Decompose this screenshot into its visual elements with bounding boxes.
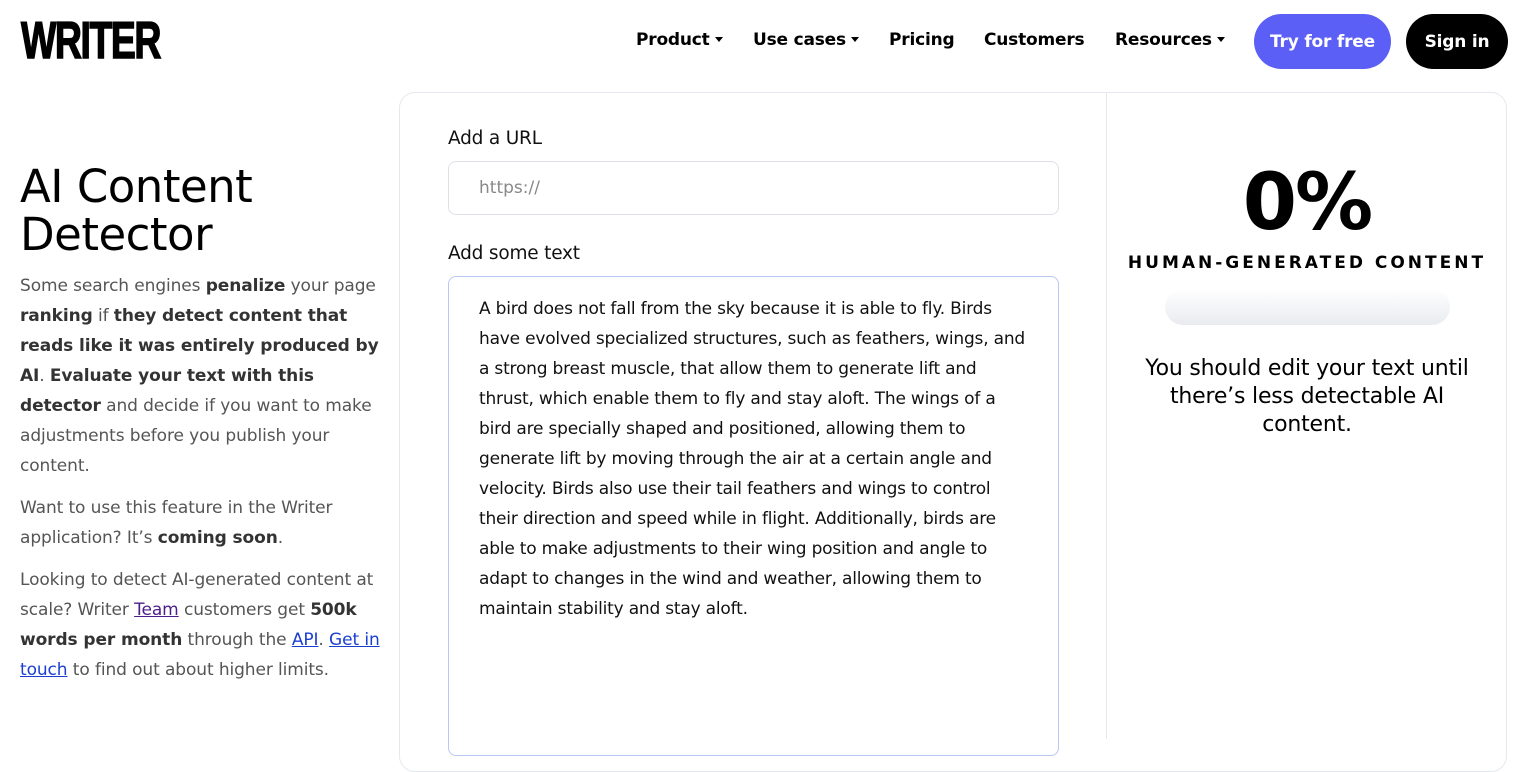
title-line-2: Detector (20, 208, 213, 261)
coming-soon-paragraph (20, 493, 380, 553)
writer-logo[interactable]: WRITER (21, 12, 161, 70)
bold-text: coming soon (157, 528, 278, 548)
text: . (318, 630, 330, 650)
text: and decide if you want to make adjustments before you publish your content. (20, 396, 372, 476)
text: Want to use this feature in the Writer application? It’s (20, 498, 333, 548)
bold-text: 500k words per month (20, 600, 357, 650)
bold-text: they detect content that reads like it was entirely produced by AI (20, 306, 379, 386)
human-percent-label: HUMAN-GENERATED CONTENT (1127, 253, 1487, 273)
bold-text: ranking (20, 306, 93, 326)
title-line-1: AI Content (20, 160, 253, 213)
score-progress-bar (1165, 289, 1450, 325)
nav-resources-label: Resources (1115, 30, 1212, 50)
text: to find out about higher limits. (67, 660, 329, 680)
url-input[interactable] (448, 161, 1059, 215)
scale-paragraph (20, 565, 380, 685)
text: . (277, 528, 284, 548)
text: . (39, 366, 50, 386)
bold-text: penalize (205, 276, 286, 296)
text: through the (182, 630, 292, 650)
nav-customers[interactable]: Customers (984, 30, 1085, 50)
text: Looking to detect AI-generated content at scale? Writer (20, 570, 374, 620)
text-label: Add some text (448, 243, 580, 264)
text: your page (285, 276, 376, 296)
try-for-free-button[interactable]: Try for free (1254, 14, 1391, 69)
nav-pricing[interactable]: Pricing (889, 30, 955, 50)
nav-product[interactable] (636, 30, 723, 50)
result-advice: You should edit your text until there’s less detectable AI content. (1145, 356, 1469, 437)
nav-resources[interactable] (1115, 30, 1225, 50)
bold-text: Evaluate your text with this detector (20, 366, 314, 416)
nav-use-cases-label: Use cases (753, 30, 846, 50)
site-header (0, 0, 1536, 82)
api-link[interactable]: API (291, 630, 319, 650)
caret-down-icon (715, 37, 723, 42)
sign-in-button[interactable]: Sign in (1406, 14, 1508, 69)
caret-down-icon (851, 37, 859, 42)
caret-down-icon (1217, 37, 1225, 42)
intro-paragraph (20, 271, 380, 481)
human-percent-value: 0% (1242, 158, 1372, 248)
url-label: Add a URL (448, 128, 542, 149)
page-title (20, 160, 380, 261)
nav-use-cases[interactable] (753, 30, 859, 50)
nav-product-label: Product (636, 30, 710, 50)
text: if (92, 306, 114, 326)
text-input[interactable] (448, 276, 1059, 756)
team-link[interactable]: Team (134, 600, 179, 620)
text: Some search engines (20, 276, 206, 296)
text: customers get (178, 600, 311, 620)
get-in-touch-link[interactable]: Get in touch (20, 630, 380, 680)
